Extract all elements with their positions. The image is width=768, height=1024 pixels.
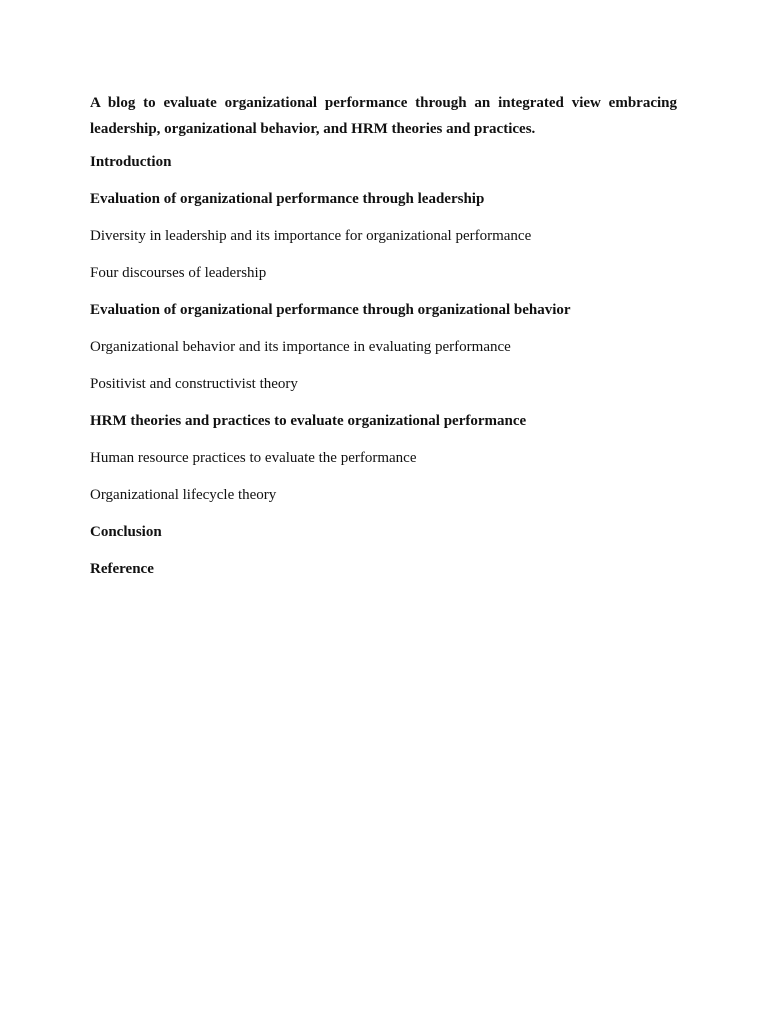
outline-item-lifecycle-theory: Organizational lifecycle theory — [90, 487, 277, 503]
document-page — [90, 90, 677, 596]
outline-item-hrm-evaluation: HRM theories and practices to evaluate organizational performance — [90, 413, 527, 429]
outline-item-ob-importance: Organizational behavior and its importance in evaluating performance — [90, 339, 511, 355]
outline-item-positivist-theory: Positivist and constructivist theory — [90, 376, 298, 392]
outline-item-leadership-evaluation: Evaluation of organizational performance through leadership — [90, 191, 485, 207]
outline-item-four-discourses: Four discourses of leadership — [90, 265, 267, 281]
outline-item-reference: Reference — [90, 561, 154, 577]
outline-item-diversity-leadership: Diversity in leadership and its importance for organizational performance — [90, 228, 532, 244]
outline-list — [90, 152, 677, 579]
outline-item-conclusion: Conclusion — [90, 524, 162, 540]
outline-item-hr-practices: Human resource practices to evaluate the performance — [90, 450, 417, 466]
outline-item-introduction: Introduction — [90, 154, 172, 170]
document-title: A blog to evaluate organizational performance through an integrated view embracing leadership, organizational behavior, and HRM theories and practices. — [90, 95, 677, 137]
outline-item-ob-evaluation: Evaluation of organizational performance through organizational behavior — [90, 302, 571, 318]
